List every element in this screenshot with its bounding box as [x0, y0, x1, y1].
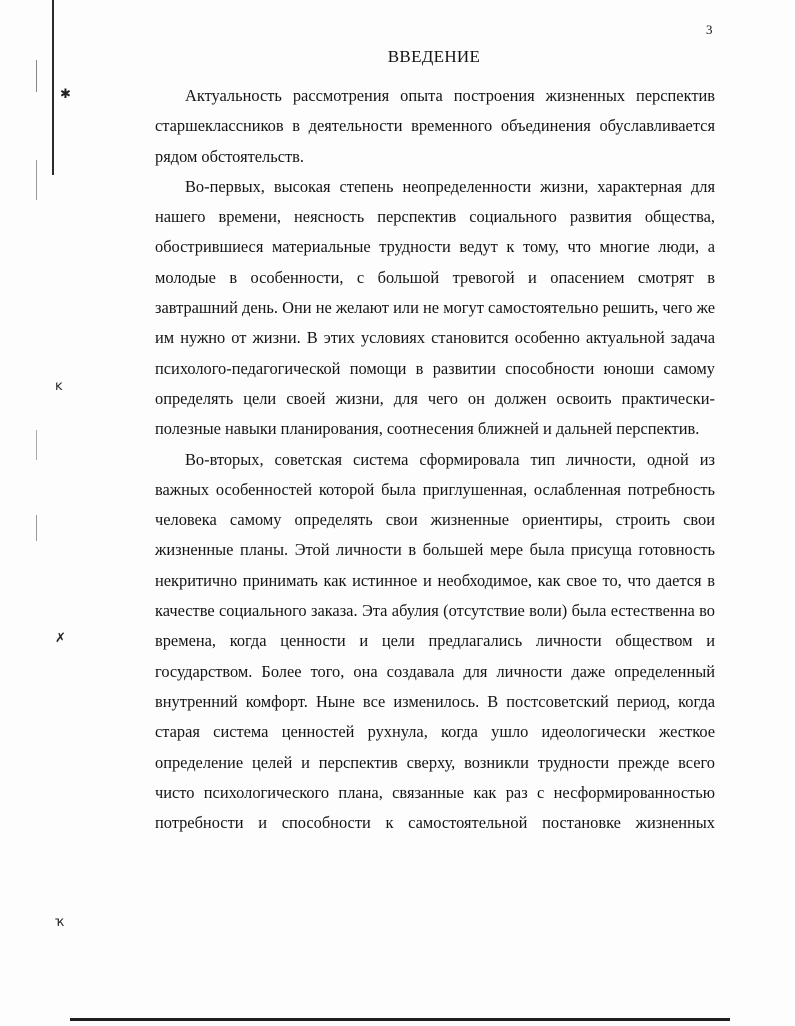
body-text [155, 81, 715, 838]
scan-margin-tick [36, 515, 37, 541]
scan-bottom-edge [70, 1018, 730, 1021]
paragraph: Во-первых, высокая степень неопределенности жизни, характерная для нашего времени, неясность перспектив социального развития общества, обострившиеся материальные трудности ведут к тому, что многие люди, а молодые в особенности, с большой тревогой и опасением смотрят в завтрашний день. Они не желают или не могут самостоятельно решить, чего же им нужно от жизни. В этих условиях становится особенно актуальной задача психолого-педагогической помощи в развитии способности юноши самому определять цели своей жизни, для чего он должен освоить практически-полезные навыки планирования, соотнесения ближней и дальней перспектив. [155, 176, 715, 439]
scan-margin-line [52, 0, 54, 175]
margin-mark-icon: ✱ [60, 87, 71, 102]
margin-mark-icon: ҡ [55, 915, 66, 930]
paragraph: Во-вторых, советская система сформировала тип личности, одной из важных особенностей которой была приглушенная, ослабленная потребность человека самому определять свои жизненные ориентиры, строить свои жизненные планы. Этой личности в большей мере была присуща готовность некритично принимать как истинное и необходимое, как свое то, что дается в качестве социального заказа. Эта абулия (отсутствие воли) была естественна во времена, когда ценности и цели предлагались личности обществом и государством. Более того, она создавала для личности даже определенный внутренний комфорт. Ныне все изменилось. В постсоветский период, когда старая система ценностей рухнула, когда ушло идеологически жесткое определение целей и перспектив сверху, возникли трудности прежде всего чисто психологического плана, связанные как раз с несформированностью потребности и способности к самостоятельной постановке жизненных [155, 449, 715, 833]
margin-mark-icon: ĸ [55, 379, 63, 394]
scan-margin-tick [36, 430, 37, 460]
page-number: 3 [706, 22, 713, 37]
page-title: ВВЕДЕНИЕ [387, 47, 481, 66]
margin-mark-icon: ✗ [55, 631, 66, 646]
scan-margin-tick [36, 160, 37, 200]
paragraph: Актуальность рассмотрения опыта построения жизненных перспектив старшеклассников в деятельности временного объединения обуславливается рядом обстоятельств. [155, 86, 715, 166]
